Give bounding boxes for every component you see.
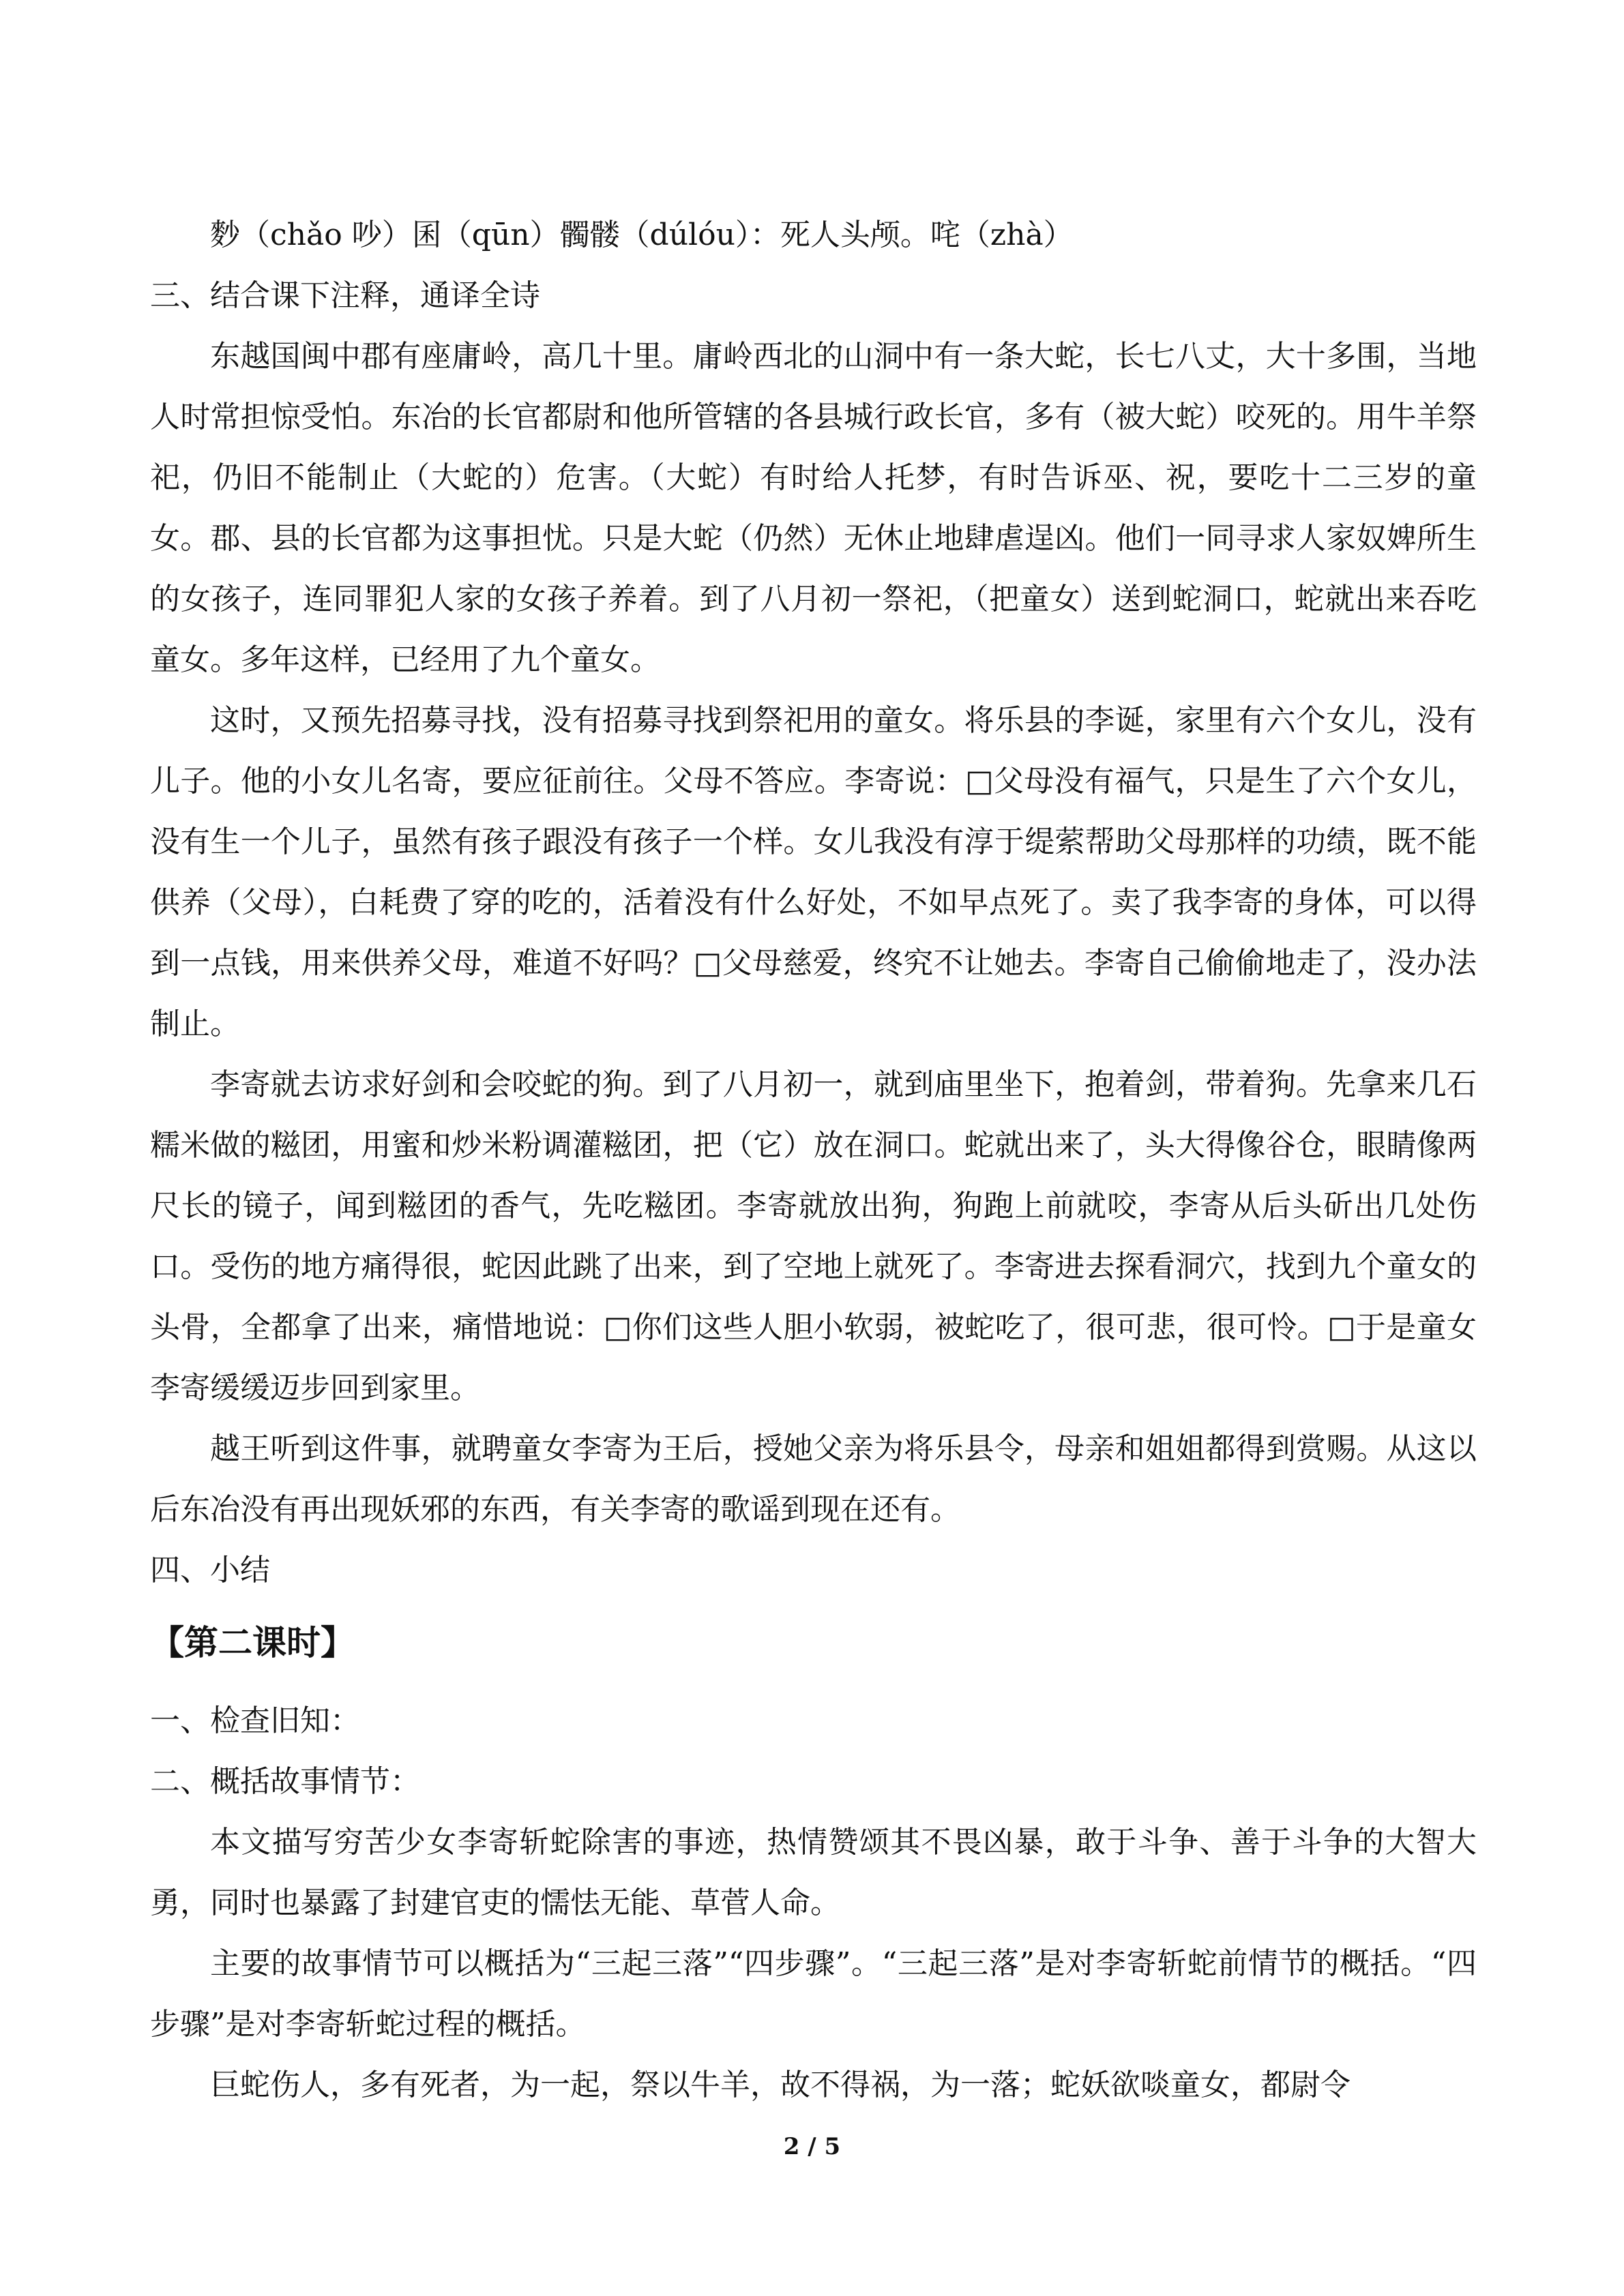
heading-review: 一、检查旧知：: [150, 1703, 360, 1738]
translation-paragraph-3: 李寄就去访求好剑和会咬蛇的狗。到了八月初一，就到庙里坐下，抱着剑，带着狗。先拿来几石糯米做的糍团，用蜜和炒米粉调灌糍团，把（它）放在洞口。蛇就出来了，头大得像谷仓，眼睛像两尺长的镜子，闻到糍团的香气，先吃糍团。李寄就放出狗，狗跑上前就咬，李寄从后头斫出几处伤口。受伤的地方痛得很，蛇因此跳了出来，到了空地上就死了。李寄进去探看洞穴，找到九个童女的头骨，全都拿了出来，痛惜地说：□你们这些人胆小软弱，被蛇吃了，很可悲，很可怜。□于是童女李寄缓缓迈步回到家里。: [150, 1067, 1477, 1405]
heading-summary: 四、小结: [150, 1553, 270, 1587]
annotation-line: 麨（chǎo 吵）囷（qūn）髑髅（dúlóu）：死人头颅。咤（zhà）: [210, 218, 1074, 252]
analysis-paragraph-2: 主要的故事情节可以概括为“三起三落”“四步骤”。“三起三落”是对李寄斩蛇前情节的概括。“四步骤”是对李寄斩蛇过程的概括。: [150, 1946, 1477, 2042]
heading-translate: 三、结合课下注释，通译全诗: [150, 278, 540, 313]
page-number: 2 / 5: [783, 2133, 841, 2160]
analysis-paragraph-1: 本文描写穷苦少女李寄斩蛇除害的事迹，热情赞颂其不畏凶暴，敢于斗争、善于斗争的大智大勇，同时也暴露了封建官吏的懦怯无能、草菅人命。: [150, 1825, 1477, 1920]
section-title-second-lesson: 【第二课时】: [150, 1622, 355, 1663]
analysis-paragraph-3: 巨蛇伤人，多有死者，为一起，祭以牛羊，故不得祸，为一落；蛇妖欲啖童女，都尉令: [210, 2068, 1350, 2102]
translation-paragraph-4: 越王听到这件事，就聘童女李寄为王后，授她父亲为将乐县令，母亲和姐姐都得到赏赐。从这以后东冶没有再出现妖邪的东西，有关李寄的歌谣到现在还有。: [150, 1431, 1477, 1527]
heading-plot-summary: 二、概括故事情节：: [150, 1764, 420, 1799]
translation-paragraph-2: 这时，又预先招募寻找，没有招募寻找到祭祀用的童女。将乐县的李诞，家里有六个女儿，没有儿子。他的小女儿名寄，要应征前往。父母不答应。李寄说：□父母没有福气，只是生了六个女儿，没有生一个儿子，虽然有孩子跟没有孩子一个样。女儿我没有淳于缇萦帮助父母那样的功绩，既不能供养（父母），白耗费了穿的吃的，活着没有什么好处，不如早点死了。卖了我李寄的身体，可以得到一点钱，用来供养父母，难道不好吗？□父母慈爱，终究不让她去。李寄自己偷偷地走了，没办法制止。: [150, 703, 1477, 1041]
document-body: [150, 205, 1477, 2115]
translation-paragraph-1: 东越国闽中郡有座庸岭，高几十里。庸岭西北的山洞中有一条大蛇，长七八丈，大十多围，当地人时常担惊受怕。东冶的长官都尉和他所管辖的各县城行政长官，多有（被大蛇）咬死的。用牛羊祭祀，仍旧不能制止（大蛇的）危害。（大蛇）有时给人托梦，有时告诉巫、祝，要吃十二三岁的童女。郡、县的长官都为这事担忧。只是大蛇（仍然）无休止地肆虐逞凶。他们一同寻求人家奴婢所生的女孩子，连同罪犯人家的女孩子养着。到了八月初一祭祀，（把童女）送到蛇洞口，蛇就出来吞吃童女。多年这样，已经用了九个童女。: [150, 339, 1477, 677]
